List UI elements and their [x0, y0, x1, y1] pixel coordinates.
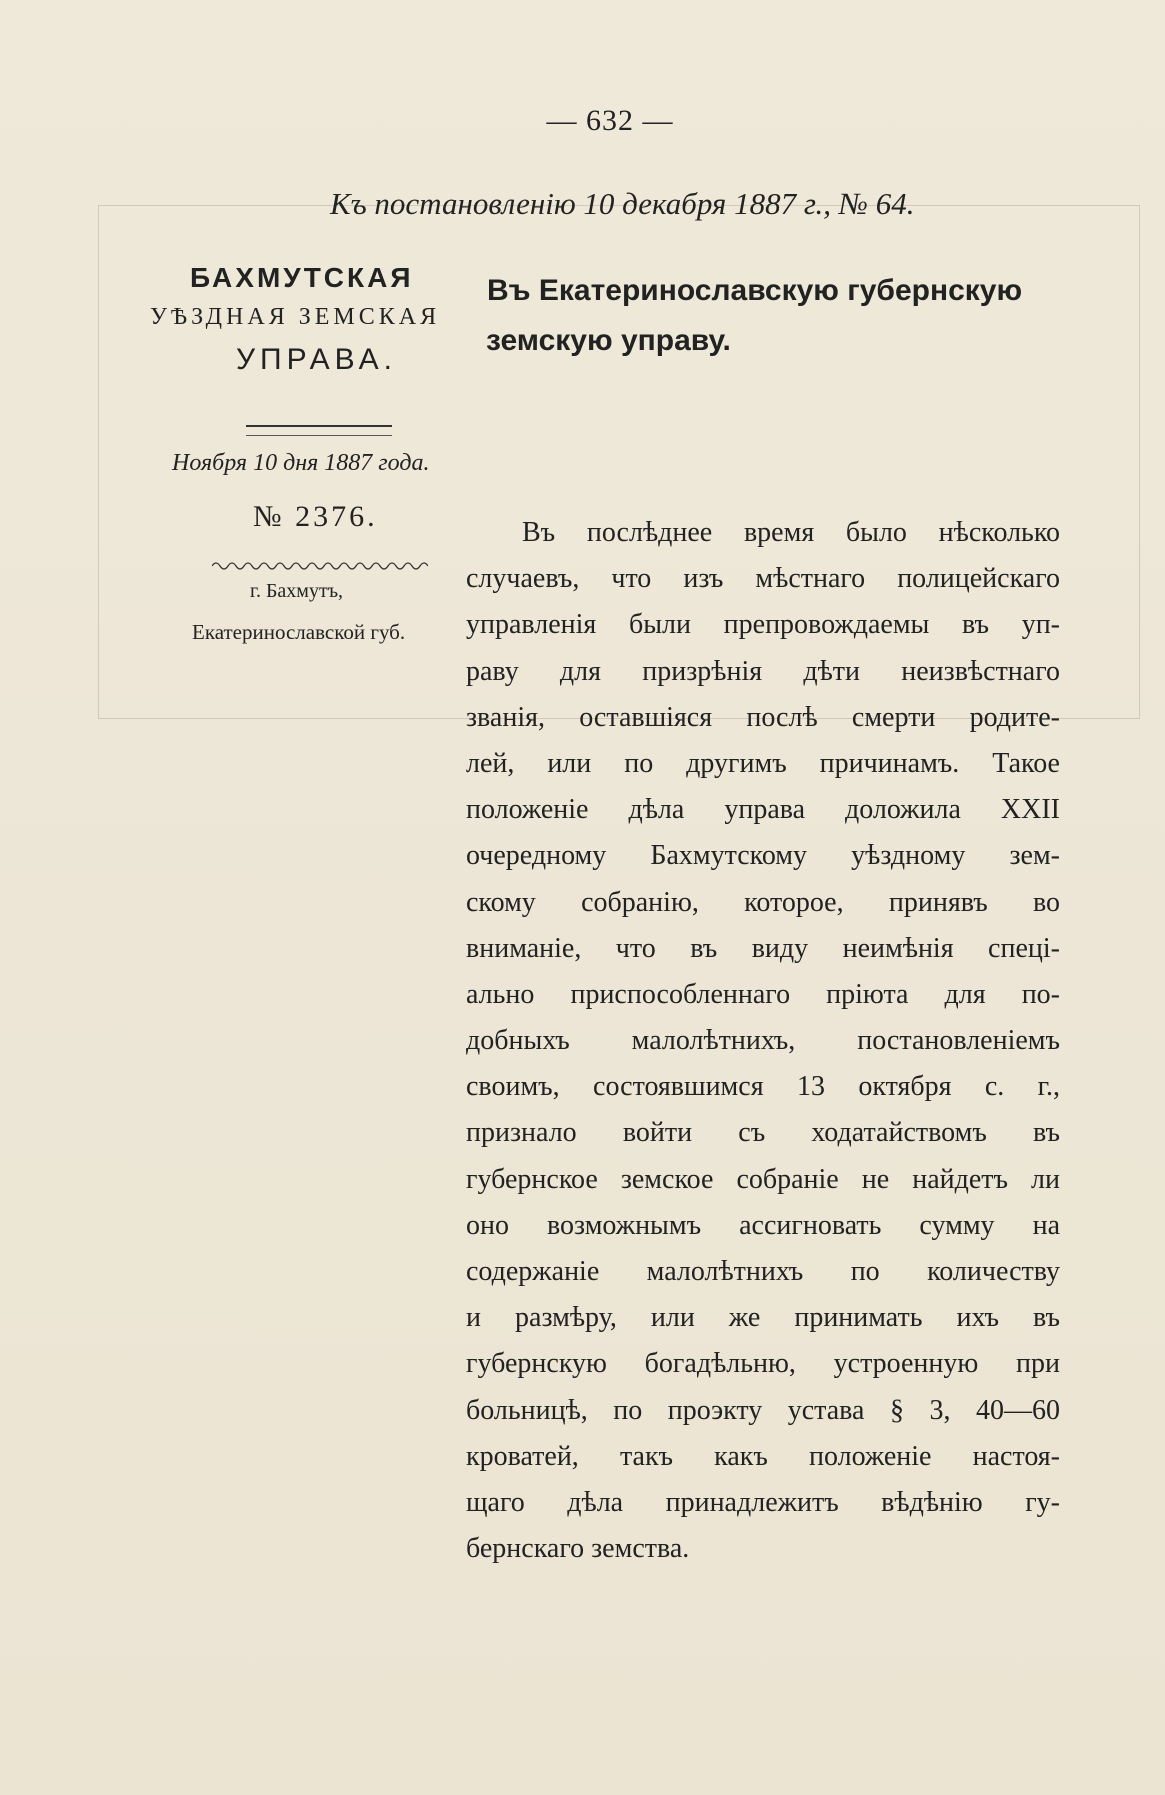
city: г. Бахмутъ, — [250, 580, 344, 602]
body-line: щаго дѣла принадлежитъ вѣдѣнію гу- — [466, 1486, 1060, 1518]
body-line: Въ послѣднее время было нѣсколько — [522, 517, 1060, 548]
body-line: званія, оставшіяся послѣ смерти родите- — [466, 701, 1060, 733]
sender-block — [150, 262, 470, 377]
body-line: оно возможнымъ ассигновать сумму на — [466, 1209, 1060, 1241]
decorative-squiggle — [212, 560, 428, 572]
body-line: кроватей, такъ какъ положеніе настоя- — [466, 1440, 1060, 1472]
body-line: раву для призрѣнія дѣти неизвѣстнаго — [466, 655, 1060, 687]
page-number: — 632 — — [546, 104, 674, 137]
body-line: добныхъ малолѣтнихъ, постановленіемъ — [466, 1025, 1060, 1057]
recipient-block — [487, 266, 1022, 366]
body-line: и размѣру, или же принимать ихъ въ — [466, 1302, 1060, 1334]
body-line: положеніе дѣла управа доложила XXII — [466, 794, 1060, 826]
document-number: № 2376. — [253, 500, 378, 533]
body-line: содержаніе малолѣтнихъ по количеству — [466, 1256, 1060, 1287]
body-line: своимъ, состоявшимся 13 октября с. г., — [466, 1071, 1060, 1103]
body-line: лей, или по другимъ причинамъ. Такое — [466, 747, 1060, 779]
divider-rule — [246, 425, 392, 436]
body-line: больницѣ, по проэкту устава § 3, 40—60 — [466, 1394, 1060, 1426]
recipient-line-1: Въ Екатеринославскую губернскую — [487, 274, 1023, 307]
body-line: бернскаго земства. — [466, 1533, 690, 1565]
body-line: управленія были препровождаемы въ уп- — [466, 609, 1060, 641]
sender-line-3: УПРАВА. — [236, 343, 397, 376]
letter-date: Ноября 10 дня 1887 года. — [172, 450, 430, 476]
body-line: ально приспособленнаго пріюта для по- — [466, 978, 1060, 1010]
recipient-line-2: земскую управу. — [486, 324, 731, 357]
letter-body — [466, 510, 1060, 1572]
province: Екатеринославской губ. — [192, 620, 406, 644]
body-line: вниманіе, что въ виду неимѣнія спеці- — [466, 932, 1060, 964]
body-line: признало войти съ ходатайствомъ въ — [466, 1117, 1060, 1149]
body-line: скому собранію, которое, принявъ во — [466, 886, 1060, 918]
sender-line-1: БАХМУТСКАЯ — [190, 262, 414, 293]
body-line: губернскую богадѣльню, устроенную при — [466, 1348, 1060, 1380]
sender-line-2: УѢЗДНАЯ ЗЕМСКАЯ — [150, 304, 441, 330]
header-reference: Къ постановленію 10 декабря 1887 г., № 64. — [330, 186, 915, 221]
body-line: случаевъ, что изъ мѣстнаго полицейскаго — [466, 563, 1060, 595]
body-line: губернское земское собраніе не найдетъ ли — [466, 1163, 1060, 1195]
body-line: очередному Бахмутскому уѣздному зем- — [466, 840, 1060, 872]
